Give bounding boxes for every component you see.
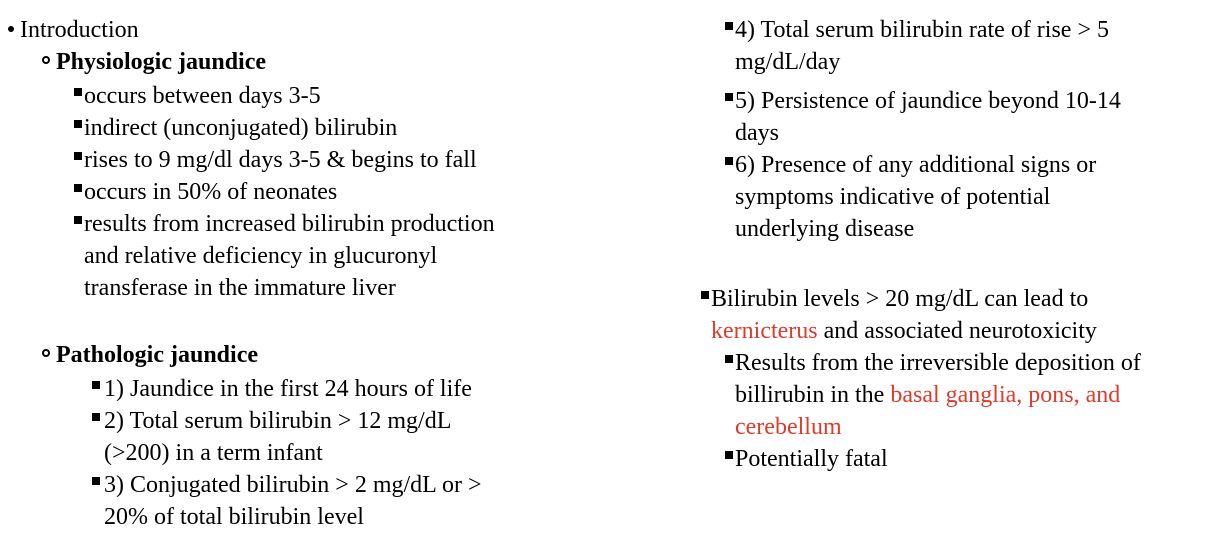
- kernicterus-line: Bilirubin levels > 20 mg/dL can lead to: [711, 286, 1089, 312]
- kernicterus-sub-line: Potentially fatal: [735, 446, 888, 472]
- pathologic-item-line: (>200) in a term infant: [104, 440, 323, 466]
- bullet-square-icon: [725, 157, 733, 165]
- pathologic-item-line: 3) Conjugated bilirubin > 2 mg/dL or >: [104, 472, 482, 498]
- kernicterus-line-rest: and associated neurotoxicity: [817, 318, 1097, 344]
- physiologic-item: rises to 9 mg/dl days 3-5 & begins to fall: [84, 147, 477, 173]
- brain-regions-text: basal ganglia, pons, and: [890, 382, 1121, 408]
- pathologic-item-line: 5) Persistence of jaundice beyond 10-14: [735, 88, 1121, 114]
- bullet-ring-icon: [42, 349, 50, 357]
- pathologic-item-line: underlying disease: [735, 216, 915, 242]
- kernicterus-sub-line-start: billirubin in the: [735, 382, 891, 408]
- bullet-square-icon: [725, 451, 733, 459]
- kernicterus-term: kernicterus: [711, 318, 818, 344]
- pathologic-heading: Pathologic jaundice: [56, 342, 258, 368]
- kernicterus-line: [711, 315, 1097, 347]
- bullet-square-icon: [92, 477, 100, 485]
- pathologic-item-line: symptoms indicative of potential: [735, 184, 1051, 210]
- physiologic-heading: Physiologic jaundice: [56, 49, 267, 75]
- kernicterus-sub-line: [735, 379, 1120, 411]
- brain-regions-text: cerebellum: [735, 414, 842, 440]
- physiologic-item: occurs in 50% of neonates: [84, 179, 338, 205]
- physiologic-item-line: and relative deficiency in glucuronyl: [84, 243, 438, 269]
- pathologic-item-line: 2) Total serum bilirubin > 12 mg/dL: [104, 408, 452, 434]
- kernicterus-sub-line: Results from the irreversible deposition of: [735, 350, 1141, 376]
- bullet-square-icon: [725, 93, 733, 101]
- bullet-square-icon: [74, 216, 82, 224]
- pathologic-item-line: days: [735, 120, 779, 146]
- bullet-square-icon: [725, 355, 733, 363]
- pathologic-item-line: 4) Total serum bilirubin rate of rise > 5: [735, 17, 1109, 43]
- pathologic-item: 1) Jaundice in the first 24 hours of life: [104, 376, 472, 402]
- bullet-square-icon: [92, 381, 100, 389]
- bullet-square-icon: [74, 120, 82, 128]
- pathologic-item-line: mg/dL/day: [735, 49, 841, 75]
- intro-text: Introduction: [20, 17, 139, 43]
- bullet-square-icon: [74, 88, 82, 96]
- physiologic-item: indirect (unconjugated) bilirubin: [84, 115, 398, 141]
- physiologic-item: occurs between days 3-5: [84, 83, 321, 109]
- bullet-square-icon: [725, 22, 733, 30]
- physiologic-item-line: results from increased bilirubin production: [84, 211, 495, 237]
- bullet-square-icon: [92, 413, 100, 421]
- bullet-ring-icon: [42, 56, 50, 64]
- physiologic-item-line: transferase in the immature liver: [84, 275, 396, 301]
- pathologic-item-line: 20% of total bilirubin level: [104, 504, 364, 530]
- bullet-square-icon: [74, 184, 82, 192]
- bullet-dot-icon: [8, 26, 14, 32]
- bullet-square-icon: [701, 291, 709, 299]
- bullet-square-icon: [74, 152, 82, 160]
- pathologic-item-line: 6) Presence of any additional signs or: [735, 152, 1097, 178]
